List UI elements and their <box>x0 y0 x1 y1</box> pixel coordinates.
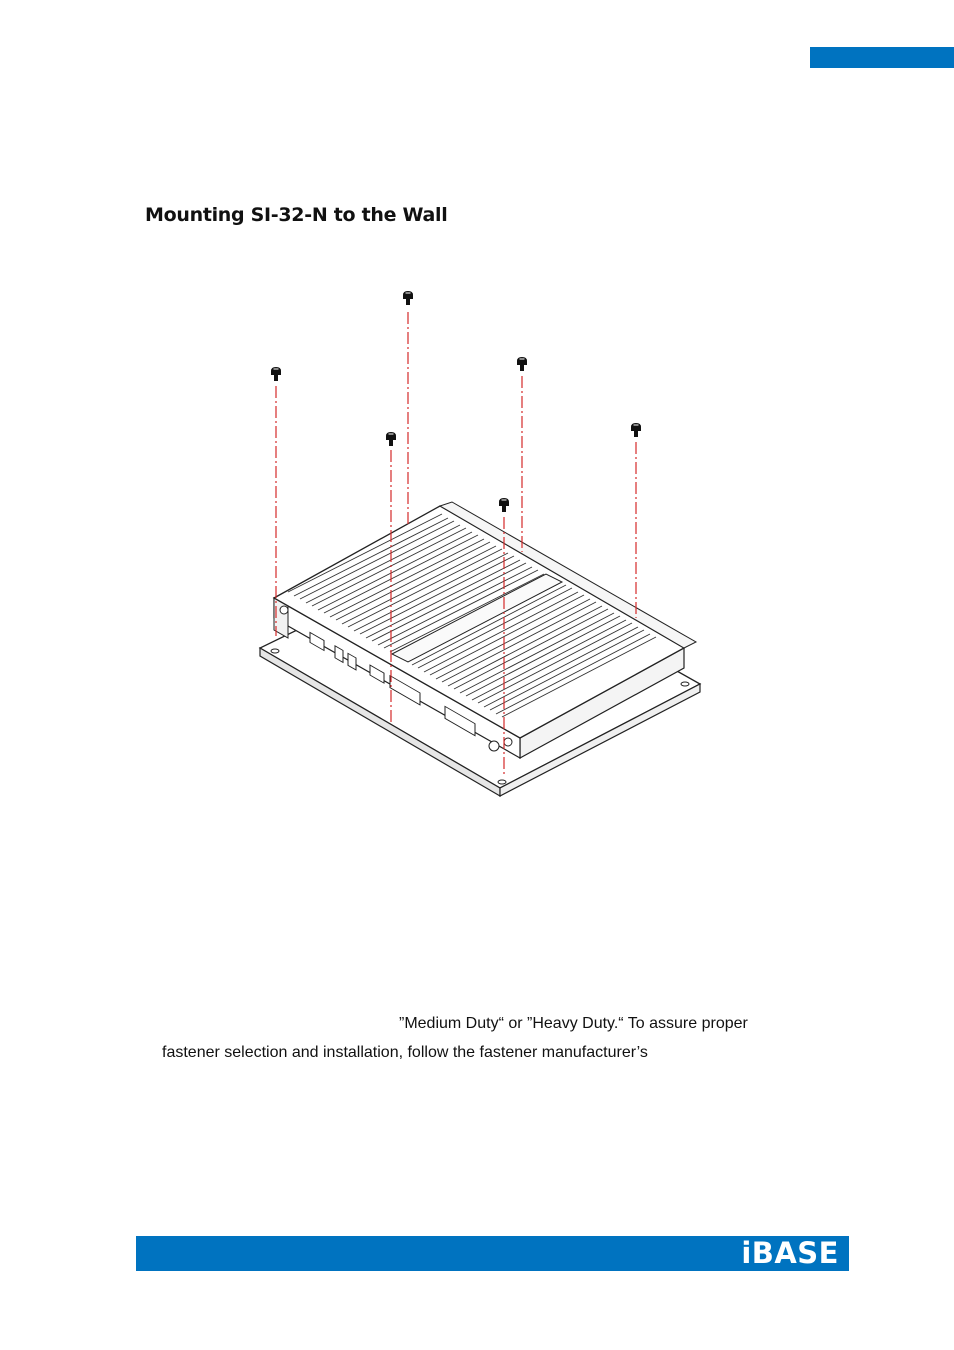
screw-icon <box>271 291 641 512</box>
header-accent-bar <box>810 47 954 68</box>
body-text-line-2: fastener selection and installation, follow the fastener manufacturer’s <box>162 1044 648 1061</box>
brand-logo: iBASE <box>741 1236 839 1270</box>
section-heading: Mounting SI-32-N to the Wall <box>145 204 448 226</box>
wall-mount-illustration <box>240 270 720 830</box>
footer-bar <box>136 1236 849 1271</box>
body-text-line-1: ”Medium Duty“ or ”Heavy Duty.“ To assure proper <box>399 1015 748 1032</box>
